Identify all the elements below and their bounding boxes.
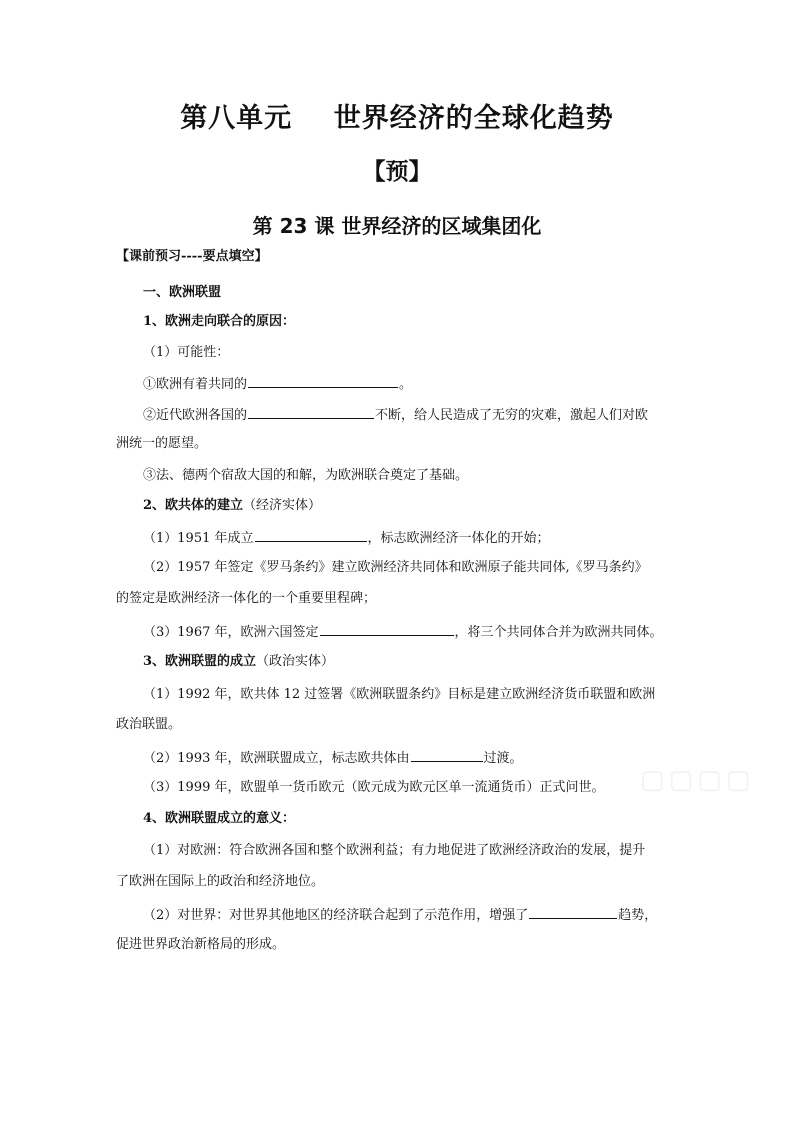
q1-item2-cont: 洲统一的愿望。 <box>116 436 208 451</box>
fill-blank[interactable] <box>248 405 374 419</box>
q2-s2: （2）1957 年签定《罗马条约》建立欧洲经济共同体和欧洲原子能共同体,《罗马条约》 <box>143 560 648 575</box>
q2-s3 <box>143 622 663 642</box>
q2-s1-end: ，标志欧洲经济一体化的开始； <box>367 531 550 546</box>
part-heading: 一、欧洲联盟 <box>143 285 222 300</box>
q3-s1-cont: 政治联盟。 <box>116 717 182 732</box>
q3-s2-end: 过渡。 <box>483 751 523 766</box>
q1-sub1: （1）可能性： <box>143 345 230 360</box>
q1-item1 <box>143 374 412 394</box>
q2-heading: 2、欧共体的建立 <box>143 498 244 513</box>
fill-blank[interactable] <box>248 374 398 388</box>
fill-blank[interactable] <box>320 622 454 636</box>
fill-blank[interactable] <box>411 748 483 762</box>
q4-s1: （1）对欧洲：符合欧洲各国和整个欧洲利益；有力地促进了欧洲经济政治的发展，提升 <box>143 843 646 858</box>
q1-item1-text: ①欧洲有着共同的 <box>143 377 248 392</box>
q3-heading-note: （政治实体） <box>256 654 335 669</box>
q3-s2 <box>143 748 523 768</box>
q2-s3-text: （3）1967 年，欧洲六国签定 <box>143 625 319 640</box>
fill-blank[interactable] <box>529 905 617 919</box>
watermark-logo: ▢▢▢▢ <box>640 765 755 795</box>
q1-heading: 1、欧洲走向联合的原因： <box>143 314 296 329</box>
q2-heading-note: （经济实体） <box>243 498 322 513</box>
q1-item2 <box>143 405 648 425</box>
unit-title: 第八单元 世界经济的全球化趋势 <box>180 103 614 134</box>
q2-s1-text: （1）1951 年成立 <box>143 531 254 546</box>
q2-s2-cont: 的签定是欧洲经济一体化的一个重要里程碑； <box>116 591 377 606</box>
fill-blank[interactable] <box>255 528 367 542</box>
preview-tag: 【预】 <box>362 159 432 185</box>
q4-s2-text: （2）对世界：对世界其他地区的经济联合起到了示范作用，增强了 <box>143 908 529 923</box>
q4-s2 <box>143 905 657 925</box>
q4-s1-cont: 了欧洲在国际上的政治和经济地位。 <box>116 874 325 889</box>
q4-s2-cont: 促进世界政治新格局的形成。 <box>116 937 286 952</box>
q3-s1: （1）1992 年，欧共体 12 过签署《欧洲联盟条约》目标是建立欧洲经济货币联盟和欧洲 <box>143 687 656 702</box>
q1-item2-text: ②近代欧洲各国的 <box>143 408 248 423</box>
q2-heading-line <box>143 497 321 515</box>
q4-heading: 4、欧洲联盟成立的意义： <box>143 811 296 826</box>
lesson-title: 第 23 课 世界经济的区域集团化 <box>252 214 542 238</box>
q1-item3: ③法、德两个宿敌大国的和解，为欧洲联合奠定了基础。 <box>143 468 469 483</box>
q4-s2-end: 趋势， <box>618 908 658 923</box>
q3-s3: （3）1999 年，欧盟单一货币欧元（欧元成为欧元区单一流通货币）正式问世。 <box>143 780 605 795</box>
q3-heading-line <box>143 653 334 671</box>
q1-item1-end: 。 <box>399 377 413 392</box>
section-heading: 【课前预习----要点填空】 <box>116 249 268 264</box>
q3-s2-text: （2）1993 年，欧洲联盟成立，标志欧共体由 <box>143 751 410 766</box>
q3-heading: 3、欧洲联盟的成立 <box>143 654 257 669</box>
q1-item2-text-b: 不断，给人民造成了无穷的灾难，激起人们对欧 <box>375 408 649 423</box>
q2-s1 <box>143 528 550 548</box>
q2-s3-end: ，将三个共同体合并为欧洲共同体。 <box>454 625 663 640</box>
